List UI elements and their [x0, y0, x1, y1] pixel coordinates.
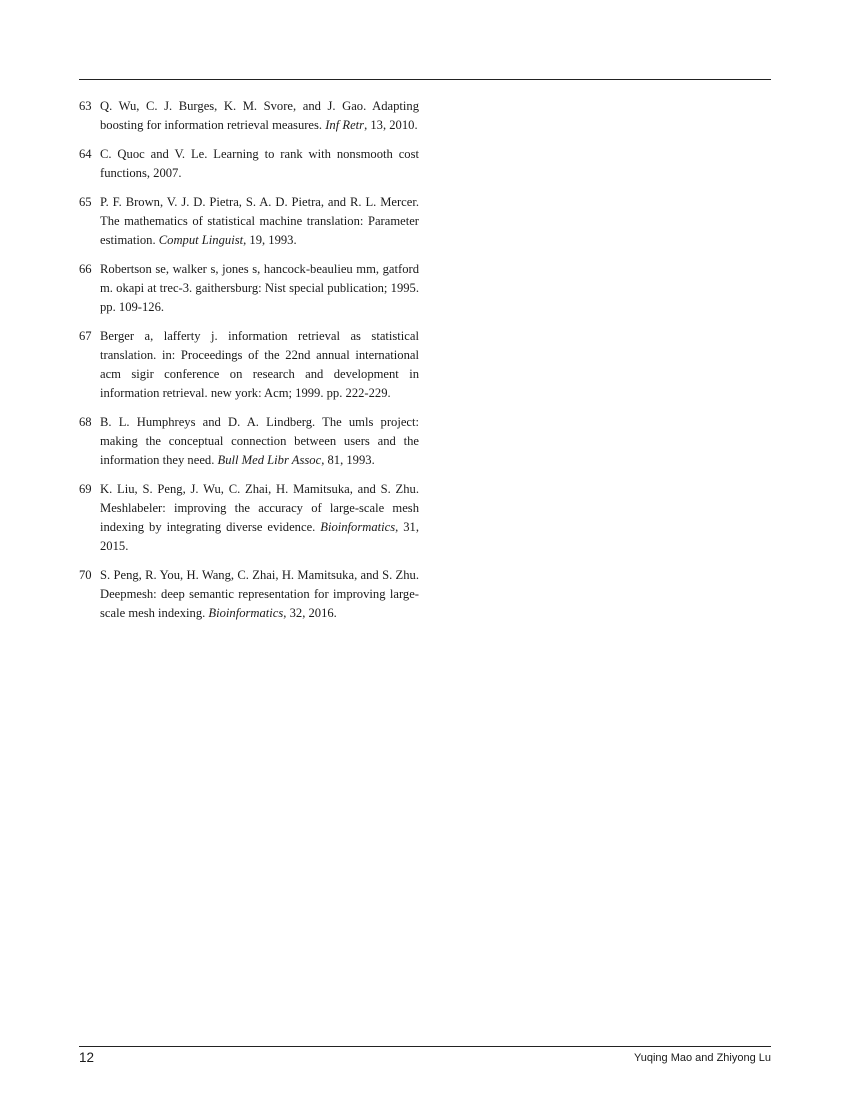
- reference-text: [100, 147, 419, 180]
- reference-number: 63: [79, 99, 92, 113]
- journal-name: Inf Retr: [325, 118, 365, 132]
- reference-item: [79, 97, 419, 135]
- reference-segment: S. Peng, R. You, H. Wang, C. Zhai, H. Mamitsuka, and S. Zhu. Deepmesh: deep semantic representation for improving large-scale mesh indexing.: [100, 568, 419, 620]
- reference-segment: B. L. Humphreys and D. A. Lindberg. The umls project: making the conceptual connection between users and the information they need.: [100, 415, 419, 467]
- reference-item: [79, 480, 419, 556]
- page-number: 12: [79, 1050, 95, 1065]
- reference-segment: Robertson se, walker s, jones s, hancock-beaulieu mm, gatford m. okapi at trec-3. gaithersburg: Nist special publication; 1995. pp. 109-126.: [100, 262, 419, 314]
- running-footer-authors: Yuqing Mao and Zhiyong Lu: [634, 1052, 771, 1064]
- reference-item: [79, 260, 419, 317]
- reference-segment: Berger a, lafferty j. information retrieval as statistical translation. in: Proceedings of the 22nd annual international acm sigir conference on research and development in information retrieval. new york: Acm; 1999. pp. 222-229.: [100, 329, 419, 400]
- reference-segment: , 13, 2010.: [364, 118, 418, 132]
- reference-text: [100, 262, 419, 314]
- journal-name: Bioinformatics: [320, 520, 396, 534]
- journal-name: Bioinformatics: [208, 606, 284, 620]
- reference-number: 65: [79, 195, 92, 209]
- reference-number: 64: [79, 147, 92, 161]
- reference-item: [79, 193, 419, 250]
- header-rule: [79, 79, 771, 80]
- journal-name: Comput Linguist: [158, 233, 244, 247]
- reference-segment: Q. Wu, C. J. Burges, K. M. Svore, and J. Gao. Adapting boosting for information retrieval measures.: [100, 99, 419, 132]
- reference-text: [100, 195, 419, 247]
- reference-number: 69: [79, 482, 92, 496]
- reference-number: 67: [79, 329, 92, 343]
- reference-segment: , 31, 2015.: [100, 520, 419, 553]
- reference-item: [79, 413, 419, 470]
- reference-item: [79, 566, 419, 623]
- journal-name: Bull Med Libr Assoc: [217, 453, 322, 467]
- reference-text: [100, 482, 419, 553]
- reference-text: [100, 568, 419, 620]
- reference-number: 70: [79, 568, 92, 582]
- reference-number: 68: [79, 415, 92, 429]
- reference-text: [100, 99, 419, 132]
- reference-segment: , 19, 1993.: [243, 233, 297, 247]
- footer-rule: [79, 1046, 771, 1047]
- reference-segment: K. Liu, S. Peng, J. Wu, C. Zhai, H. Mamitsuka, and S. Zhu. Meshlabeler: improving the accuracy of large-scale mesh indexing by integrating diverse evidence.: [100, 482, 419, 534]
- reference-list: [79, 97, 419, 633]
- reference-item: [79, 327, 419, 403]
- reference-segment: , 81, 1993.: [321, 453, 375, 467]
- reference-text: [100, 329, 419, 400]
- reference-number: 66: [79, 262, 92, 276]
- reference-segment: P. F. Brown, V. J. D. Pietra, S. A. D. Pietra, and R. L. Mercer. The mathematics of statistical machine translation: Parameter estimation.: [100, 195, 419, 247]
- reference-segment: , 32, 2016.: [283, 606, 337, 620]
- reference-text: [100, 415, 419, 467]
- reference-segment: C. Quoc and V. Le. Learning to rank with nonsmooth cost functions, 2007.: [100, 147, 419, 180]
- reference-item: [79, 145, 419, 183]
